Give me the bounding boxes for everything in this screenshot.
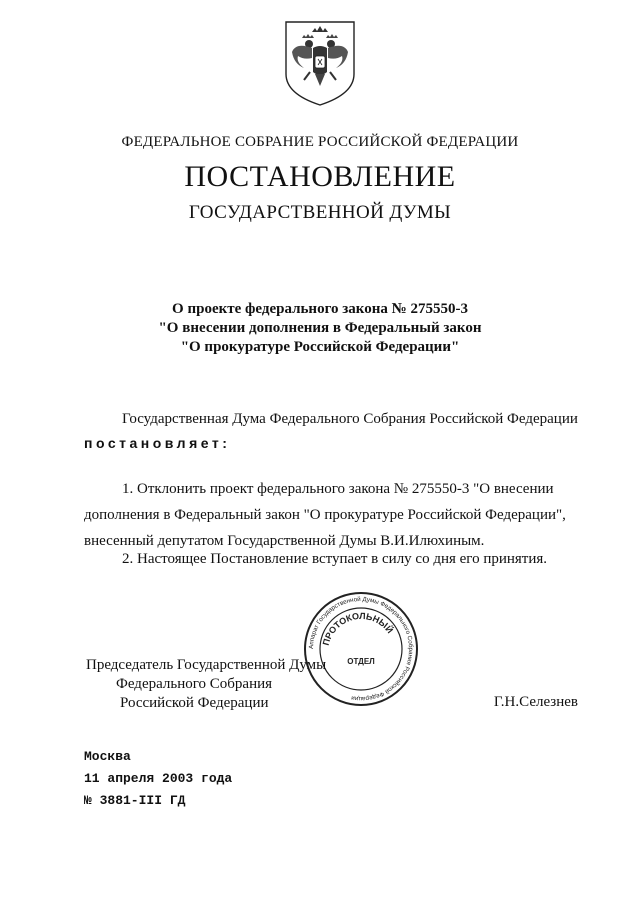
signatory-position [86,656,326,713]
signatory-name: Г.Н.Селезнев [493,694,578,710]
document-footer [84,746,232,812]
resolution-item-2: 2. Настоящее Постановление вступает в силу со дня его принятия. [122,551,548,567]
document-type: ПОСТАНОВЛЕНИЕ [184,160,456,193]
item-1-line: 1. Отклонить проект федерального закона № 275550-3 "О внесении [122,481,554,497]
coat-of-arms-icon [282,18,358,108]
position-line: Российской Федерации [120,695,269,711]
footer-city: Москва [84,749,131,764]
footer-number: № 3881-III ГД [84,793,186,808]
title-line: О проекте федерального закона № 275550-3 [172,301,468,317]
document-subtype: ГОСУДАРСТВЕННОЙ ДУМЫ [188,202,452,223]
position-line: Федерального Собрания [116,676,273,692]
decree-word: постановляет: [84,435,231,451]
stamp-center-text: ОТДЕЛ [347,657,375,666]
svg-text:ПРОТОКОЛЬНЫЙ [321,611,396,647]
stamp-arc-text: ПРОТОКОЛЬНЫЙ [320,610,396,647]
title-line: "О прокуратуре Российской Федерации" [180,339,460,355]
document-title [0,300,640,357]
title-line: "О внесении дополнения в Федеральный закон [158,320,482,336]
footer-date: 11 апреля 2003 года [84,771,233,786]
item-1-paragraph [84,476,584,554]
resolution-item-1 [84,476,584,554]
position-line: Председатель Государственной Думы [86,657,327,673]
preamble: Государственная Дума Федерального Собрания Российской Федерации [122,411,578,427]
organization-name: ФЕДЕРАЛЬНОЕ СОБРАНИЕ РОССИЙСКОЙ ФЕДЕРАЦИИ [121,134,519,150]
item-1-line: внесенный депутатом Государственной Думы В.И.Илюхиным. [84,533,485,549]
stamp-ring-text: Аппарат Государственной Думы Федерального Собрания Российской Федерации [307,595,415,703]
item-1-line: дополнения в Федеральный закон "О прокуратуре Российской Федерации", [84,507,566,523]
